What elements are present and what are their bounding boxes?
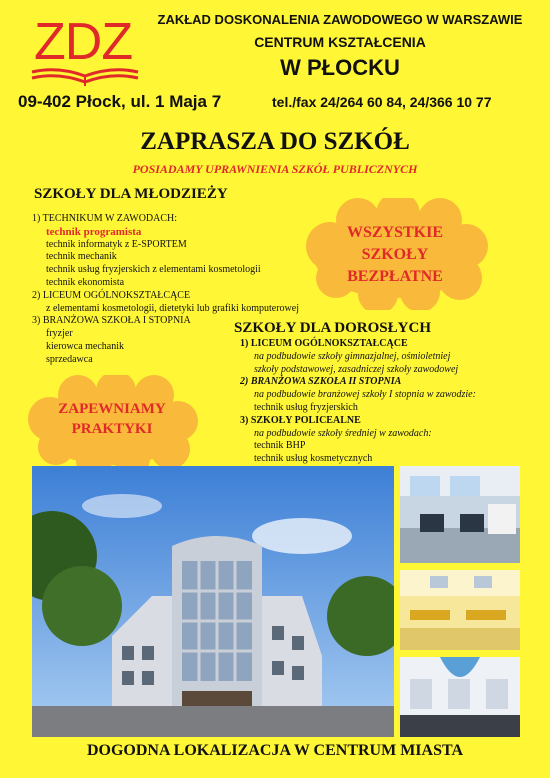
header-line1: ZAKŁAD DOSKONALENIA ZAWODOWEGO W WARSZAWIE: [157, 12, 523, 27]
list-item: na podbudowie branżowej szkoły I stopnia w zawodzie:: [254, 389, 476, 401]
adult-school-1: 1) LICEUM OGÓLNOKSZTAŁCĄCE: [240, 338, 408, 349]
list-item: technik BHP: [254, 440, 306, 452]
adult-list: [240, 338, 476, 466]
practice-badge: [22, 375, 202, 475]
logo-text: ZDZ: [34, 13, 133, 71]
list-item: sprzedawca: [46, 353, 93, 365]
badge-line: WSZYSTKIE: [346, 224, 444, 241]
badge-line: ZAPEWNIAMY: [58, 401, 166, 417]
address: 09-402 Płock, ul. 1 Maja 7: [18, 92, 222, 111]
adult-heading: SZKOŁY DLA DOROSŁYCH: [234, 320, 431, 336]
list-item: na podbudowie szkoły gimnazjalnej, ośmioletniej: [254, 350, 451, 362]
adult-school-2: 2) BRANŻOWA SZKOŁA II STOPNIA: [240, 376, 402, 388]
footer: DOGODNA LOKALIZACJA W CENTRUM MIASTA: [86, 742, 464, 759]
youth-school-1: 1) TECHNIKUM W ZAWODACH:: [32, 213, 178, 224]
youth-school-2: 2) LICEUM OGÓLNOKSZTAŁCĄCE: [32, 289, 191, 301]
phone: tel./fax 24/264 60 84, 24/366 10 77: [272, 94, 492, 110]
free-schools-badge: [300, 198, 490, 310]
building-photo: [32, 466, 394, 737]
page-title: ZAPRASZA DO SZKÓŁ: [140, 128, 410, 155]
badge-line: PRAKTYKI: [71, 421, 153, 437]
list-item: technik usług fryzjerskich: [254, 401, 358, 413]
hairdresser-photo: [400, 657, 520, 737]
classroom-photo: [400, 466, 520, 563]
list-item: na podbudowie szkoły średniej w zawodach:: [254, 427, 432, 439]
adult-school-3: 3) SZKOŁY POLICEALNE: [240, 414, 361, 426]
list-item: kierowca mechanik: [46, 340, 125, 352]
book-icon: [30, 68, 140, 88]
list-item: technik usług kosmetycznych: [254, 453, 373, 465]
header-line2: CENTRUM KSZTAŁCENIA: [254, 34, 426, 50]
page-subtitle: POSIADAMY UPRAWNIENIA SZKÓŁ PUBLICZNYCH: [132, 162, 418, 176]
zdz-logo: [30, 10, 140, 92]
list-item: technik informatyk z E-SPORTEM: [46, 238, 187, 250]
salon-photo: [400, 570, 520, 650]
list-item: z elementami kosmetologii, dietetyki lub grafiki komputerowej: [46, 302, 299, 314]
youth-school-3: 3) BRANŻOWA SZKOŁA I STOPNIA: [32, 315, 191, 327]
header-line3: W PŁOCKU: [280, 55, 400, 80]
badge-line: SZKOŁY: [361, 246, 429, 263]
list-item: technik usług fryzjerskich z elementami kosmetologii: [46, 264, 261, 276]
badge-line: BEZPŁATNE: [347, 268, 443, 285]
list-item: technik ekonomista: [46, 276, 125, 288]
list-item: technik mechanik: [46, 251, 117, 263]
list-item: szkoły podstawowej, zasadniczej szkoły zawodowej: [254, 363, 459, 375]
youth-heading: SZKOŁY DLA MŁODZIEŻY: [34, 186, 228, 202]
list-item: technik programista: [46, 225, 142, 238]
list-item: fryzjer: [46, 328, 73, 340]
